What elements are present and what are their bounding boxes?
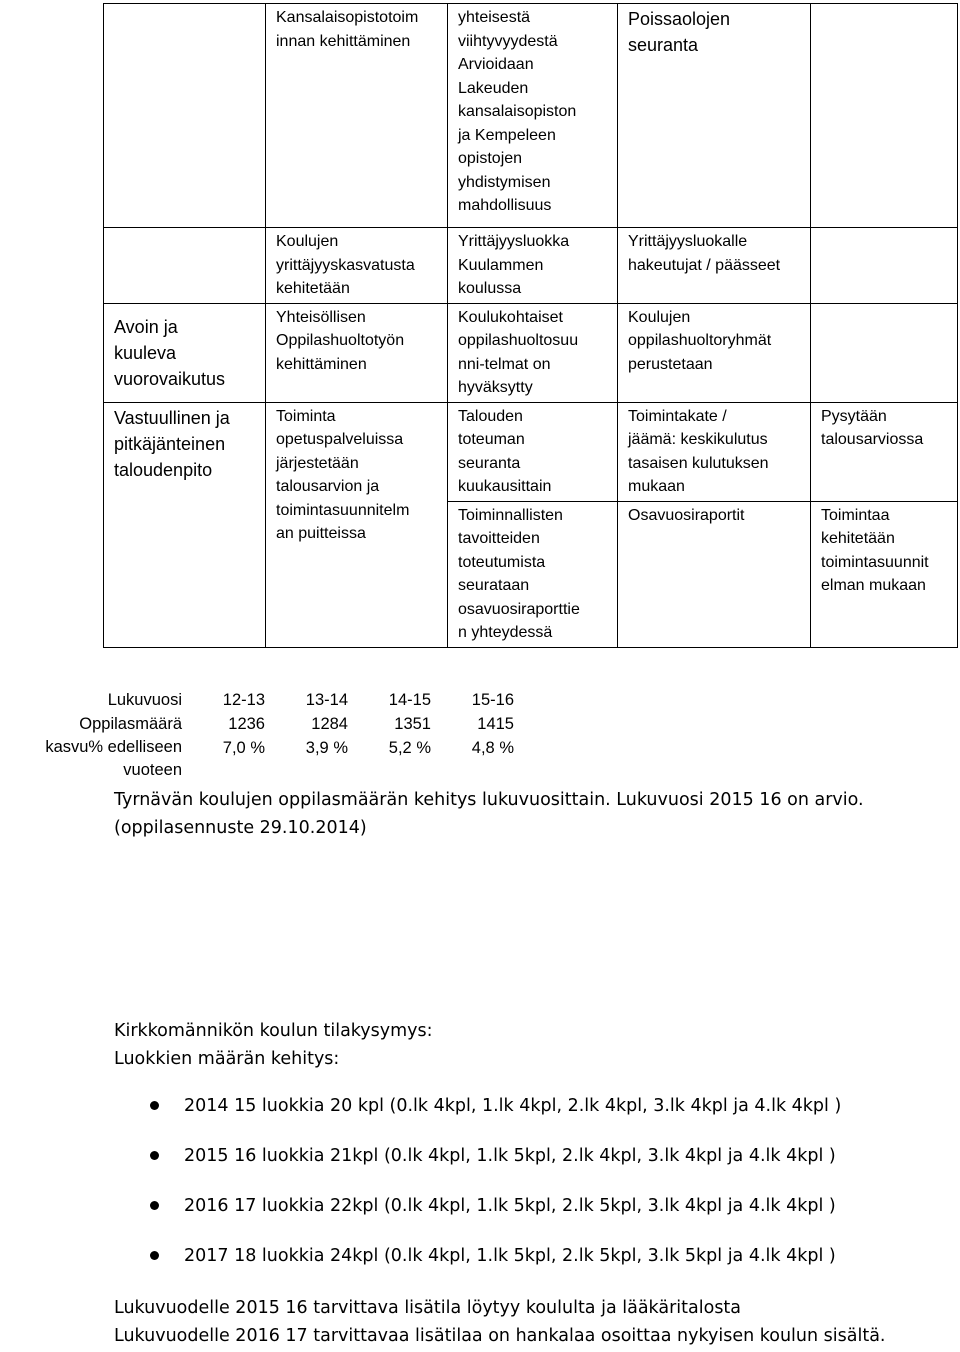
table-cell: 12-13 <box>222 691 265 709</box>
table-cell: 3,9 % <box>305 739 348 757</box>
list-item <box>150 1092 841 1142</box>
section-subtitle: Luokkien määrän kehitys: <box>114 1049 340 1069</box>
table-cell: Koulukohtaiset oppilashuoltosuu nni-telmat on hyväksytty <box>448 303 618 402</box>
table-cell: 1236 <box>228 715 265 733</box>
student-count-table <box>8 688 518 782</box>
table-caption: Tyrnävän koulujen oppilasmäärän kehitys lukuvuosittain. Lukuvuosi 2015 16 on arvio. (oppilasennuste 29.10.2014) <box>114 790 864 838</box>
class-count-list <box>150 1092 841 1292</box>
list-item-text: 2015 16 luokkia 21kpl (0.lk 4kpl, 1.lk 5kpl, 2.lk 4kpl, 3.lk 4kpl ja 4.lk 4kpl ) <box>184 1146 836 1166</box>
bullet-icon <box>150 1151 159 1160</box>
table-cell: Osavuosiraportit <box>618 501 811 647</box>
table-row <box>8 688 518 712</box>
table-row <box>104 303 958 402</box>
row-label: Oppilasmäärä <box>79 715 182 733</box>
list-item-text: 2014 15 luokkia 20 kpl (0.lk 4kpl, 1.lk 4kpl, 2.lk 4kpl, 3.lk 4kpl ja 4.lk 4kpl ) <box>184 1096 842 1116</box>
table-cell: Avoin ja kuuleva vuorovaikutus <box>104 303 266 402</box>
table-cell: 5,2 % <box>388 739 431 757</box>
table-cell: Vastuullinen ja pitkäjänteinen taloudenpito <box>104 402 266 647</box>
table-cell: Yrittäjyysluokka Kuulammen koulussa <box>448 228 618 304</box>
table-cell: 1284 <box>311 715 348 733</box>
bullet-icon <box>150 1101 159 1110</box>
list-item <box>150 1242 841 1292</box>
table-cell: Koulujen yrittäjyyskasvatusta kehitetään <box>266 228 448 304</box>
strategy-table <box>103 3 958 648</box>
table-cell: 13-14 <box>305 691 348 709</box>
table-cell: Poissaolojen seuranta <box>618 4 811 228</box>
table-row <box>8 736 518 782</box>
table-cell: 1415 <box>477 715 514 733</box>
table-cell: 4,8 % <box>471 739 514 757</box>
table-cell: 14-15 <box>388 691 431 709</box>
table-cell: Toimintakate / jäämä: keskikulutus tasaisen kulutuksen mukaan <box>618 402 811 501</box>
table-cell: Toimintaa kehitetään toimintasuunnit elman mukaan <box>811 501 958 647</box>
row-label: Lukuvuosi <box>107 691 182 709</box>
table-cell: 1351 <box>394 715 431 733</box>
table-cell: 15-16 <box>471 691 514 709</box>
list-item <box>150 1192 841 1242</box>
table-cell: Koulujen oppilashuoltoryhmät perustetaan <box>618 303 811 402</box>
table-row <box>104 228 958 304</box>
table-cell <box>104 228 266 304</box>
table-cell: Toiminta opetuspalveluissa järjestetään talousarvion ja toimintasuunnitelm an puitteissa <box>266 402 448 647</box>
list-item-text: 2017 18 luokkia 24kpl (0.lk 4kpl, 1.lk 5kpl, 2.lk 5kpl, 3.lk 5kpl ja 4.lk 4kpl ) <box>184 1246 836 1266</box>
footer-paragraph <box>114 1294 886 1350</box>
table-row <box>8 712 518 736</box>
table-cell: Yhteisöllisen Oppilashuoltotyön kehittäminen <box>266 303 448 402</box>
list-item-text: 2016 17 luokkia 22kpl (0.lk 4kpl, 1.lk 5kpl, 2.lk 5kpl, 3.lk 4kpl ja 4.lk 4kpl ) <box>184 1196 836 1216</box>
table-cell: Pysytään talousarviossa <box>811 402 958 501</box>
table-cell: Talouden toteuman seuranta kuukausittain <box>448 402 618 501</box>
table-row <box>104 4 958 228</box>
footer-line: Lukuvuodelle 2015 16 tarvittava lisätila löytyy koululta ja lääkäritalosta <box>114 1298 742 1318</box>
table-cell: 7,0 % <box>222 739 265 757</box>
table-cell: Kansalaisopistotoim innan kehittäminen <box>266 4 448 228</box>
bullet-icon <box>150 1201 159 1210</box>
table-cell: Yrittäjyysluokalle hakeutujat / päässeet <box>618 228 811 304</box>
section-title: Kirkkomännikön koulun tilakysymys: <box>114 1021 433 1041</box>
table-cell <box>811 4 958 228</box>
list-item <box>150 1142 841 1192</box>
table-cell: Toiminnallisten tavoitteiden toteutumista seurataan osavuosiraporttie n yhteydessä <box>448 501 618 647</box>
table-cell: yhteisestä viihtyvyydestä Arvioidaan Lakeuden kansalaisopiston ja Kempeleen opistojen yhdistymisen mahdollisuus <box>448 4 618 228</box>
row-label: kasvu% edelliseen vuoteen <box>45 738 182 779</box>
table-row <box>104 402 958 501</box>
table-cell <box>104 4 266 228</box>
bullet-icon <box>150 1251 159 1260</box>
table-cell <box>811 303 958 402</box>
footer-line: Lukuvuodelle 2016 17 tarvittavaa lisätilaa on hankalaa osoittaa nykyisen koulun sisältä. <box>114 1326 886 1346</box>
table-cell <box>811 228 958 304</box>
